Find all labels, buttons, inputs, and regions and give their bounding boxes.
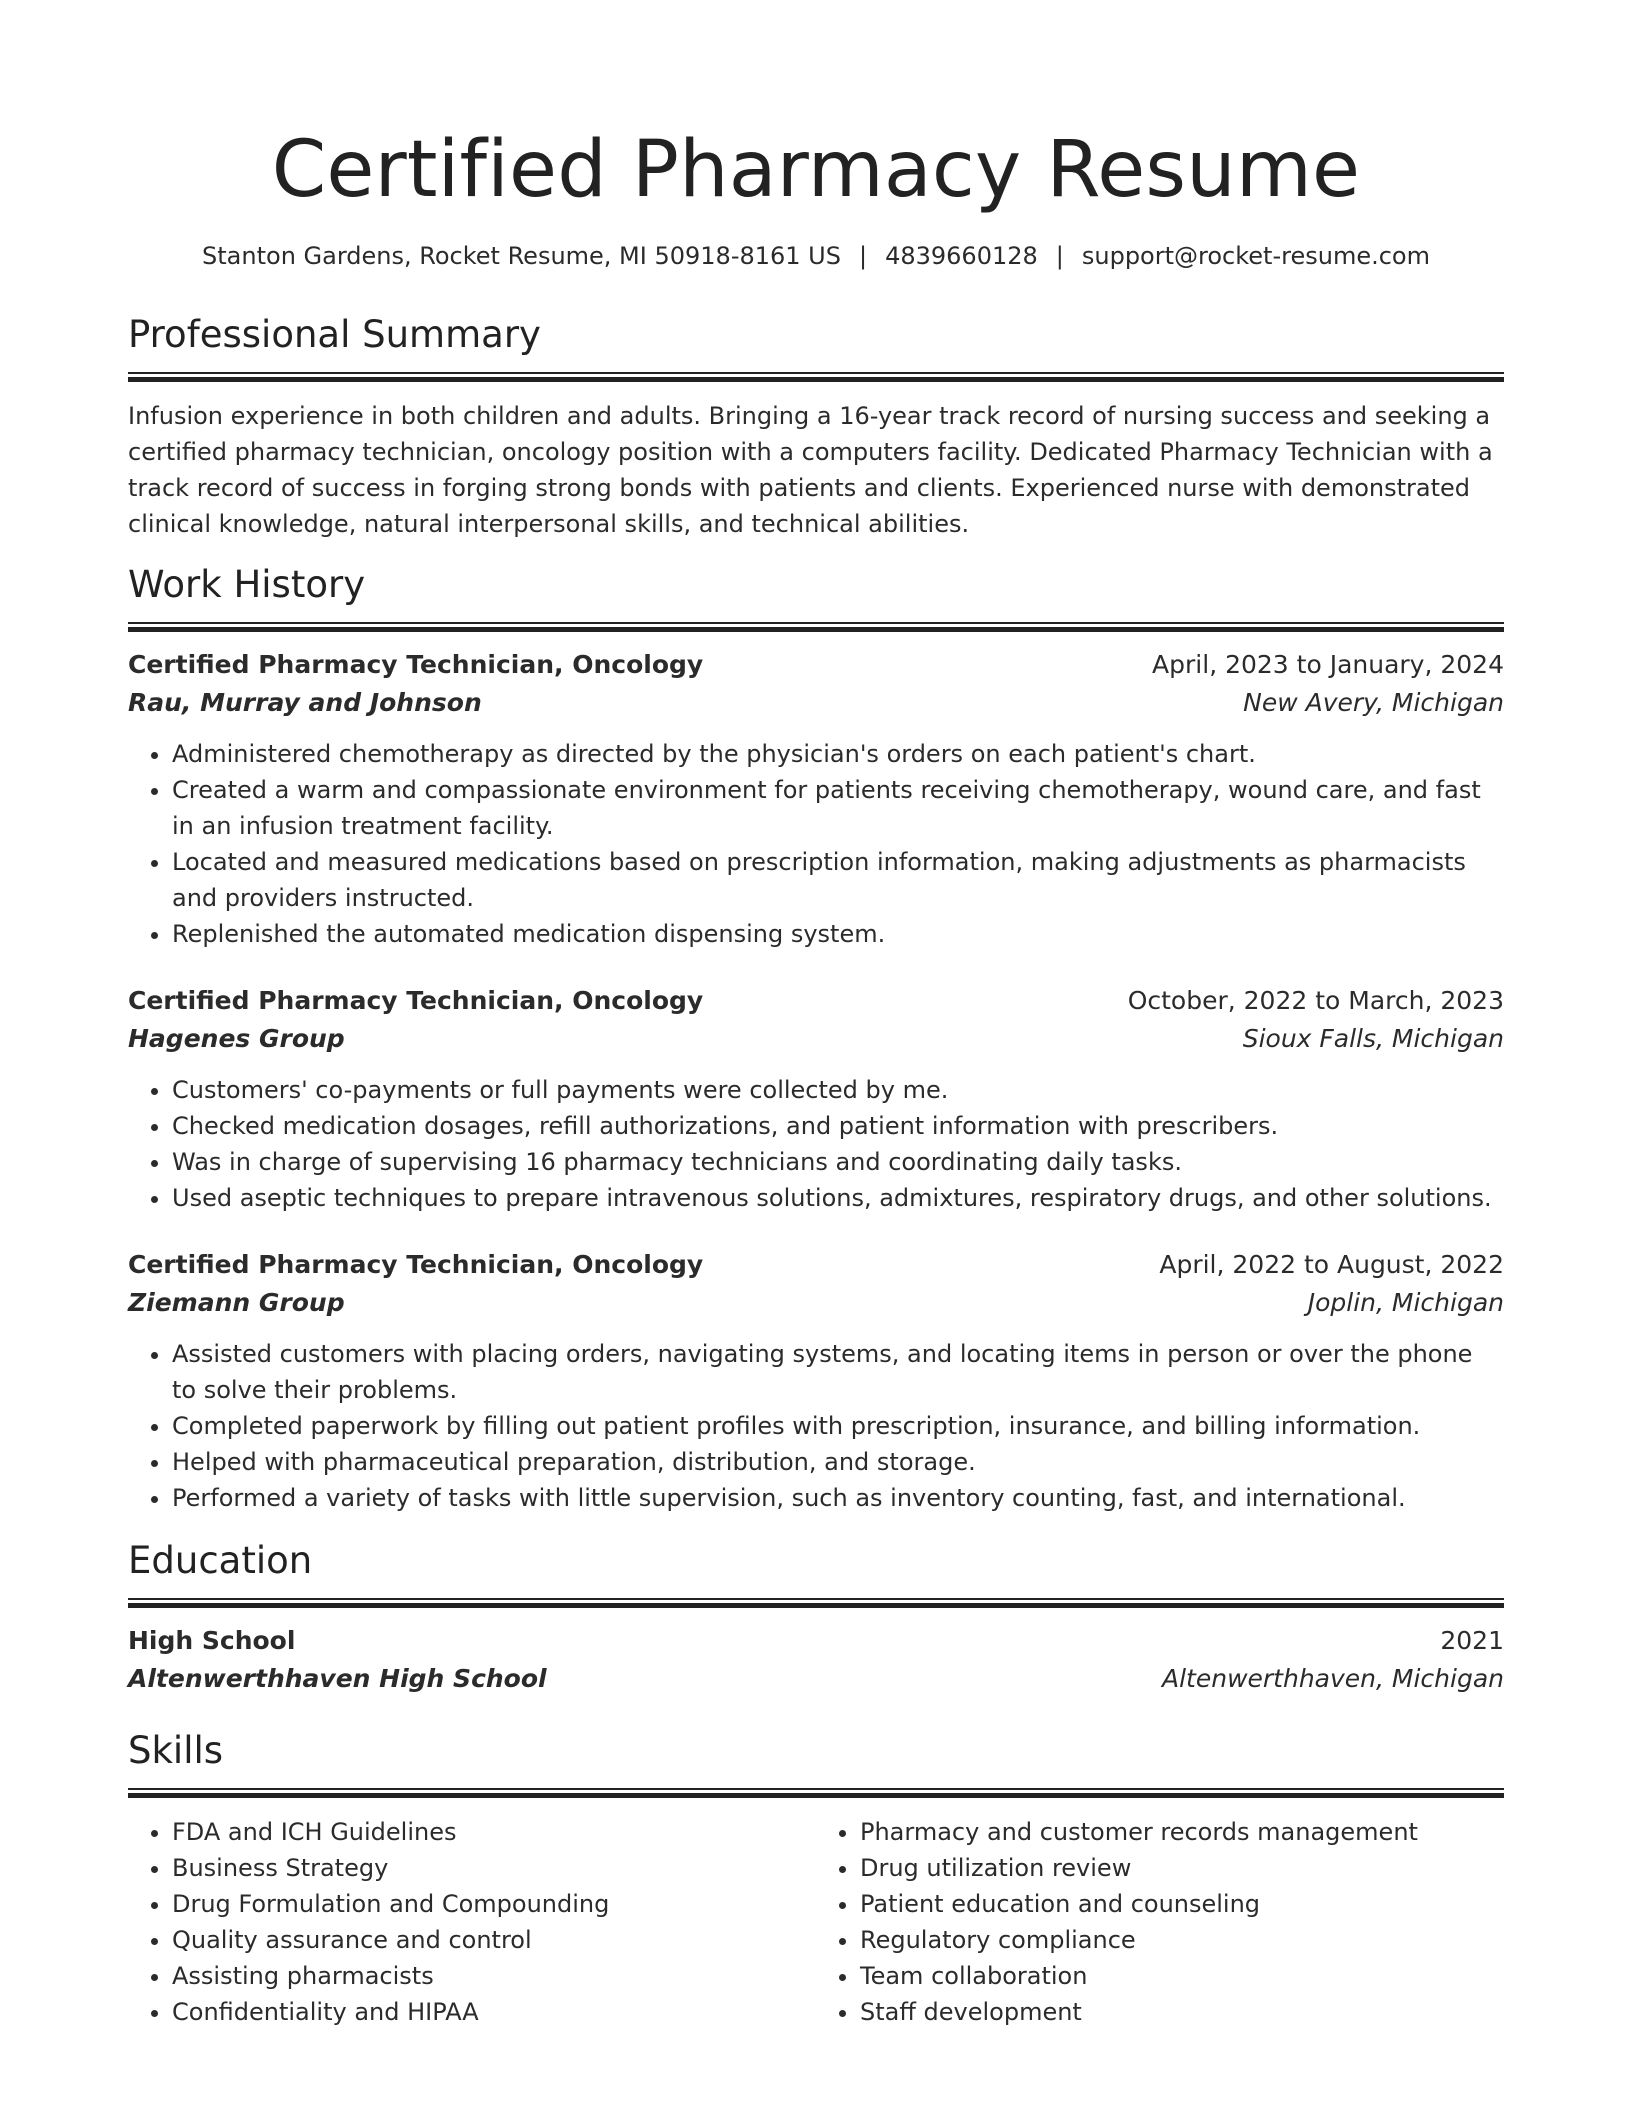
job-entry — [128, 1246, 1504, 1516]
job-dates: April, 2022 to August, 2022 — [1159, 1250, 1504, 1279]
section-heading-education: Education — [128, 1539, 313, 1582]
skills-grid — [128, 1814, 1504, 2030]
job-subheader-row — [128, 1020, 1504, 1058]
job-location: New Avery, Michigan — [1243, 688, 1504, 717]
job-entry — [128, 982, 1504, 1216]
job-company: Ziemann Group — [128, 1288, 345, 1317]
skills-list-right — [816, 1814, 1504, 2030]
skill-item: • Pharmacy and customer records management — [860, 1814, 1504, 1850]
job-header-row — [128, 982, 1504, 1020]
job-title: Certified Pharmacy Technician, Oncology — [128, 986, 704, 1015]
education-subheader-row — [128, 1660, 1504, 1698]
job-bullet: • Replenished the automated medication dispensing system. — [172, 916, 1504, 952]
job-bullet: • Located and measured medications based on prescription information, making adjustments as pharmacists and providers instructed. — [172, 844, 1504, 916]
section-heading-skills: Skills — [128, 1729, 224, 1772]
job-title: Certified Pharmacy Technician, Oncology — [128, 1250, 704, 1279]
contact-separator: | — [858, 242, 868, 270]
job-subheader-row — [128, 1284, 1504, 1322]
job-bullets — [128, 1336, 1504, 1516]
resume-title: Certified Pharmacy Resume — [271, 125, 1361, 215]
job-bullet: • Assisted customers with placing orders, navigating systems, and locating items in person or over the phone to solve their problems. — [172, 1336, 1504, 1408]
education-header-row — [128, 1622, 1504, 1660]
section-heading-work-history: Work History — [128, 563, 366, 606]
job-bullet: • Was in charge of supervising 16 pharmacy technicians and coordinating daily tasks. — [172, 1144, 1504, 1180]
job-bullets — [128, 1072, 1504, 1216]
job-bullet: • Used aseptic techniques to prepare intravenous solutions, admixtures, respiratory drugs, and other solutions. — [172, 1180, 1504, 1216]
skill-item: • Regulatory compliance — [860, 1922, 1504, 1958]
skills-column-right — [816, 1814, 1504, 2030]
education-degree: High School — [128, 1626, 296, 1655]
summary-section — [128, 312, 1504, 542]
job-bullet: • Customers' co-payments or full payments were collected by me. — [172, 1072, 1504, 1108]
job-dates: October, 2022 to March, 2023 — [1127, 986, 1504, 1015]
job-bullet: • Created a warm and compassionate environment for patients receiving chemotherapy, wound care, and fast in an infusion treatment facility. — [172, 772, 1504, 844]
section-divider — [128, 622, 1504, 632]
section-divider — [128, 1788, 1504, 1798]
contact-separator: | — [1055, 242, 1064, 270]
contact-phone: 4839660128 — [885, 242, 1038, 270]
job-bullets — [128, 736, 1504, 952]
job-bullet: • Administered chemotherapy as directed by the physician's orders on each patient's chart. — [172, 736, 1504, 772]
job-company: Hagenes Group — [128, 1024, 345, 1053]
section-heading-summary: Professional Summary — [128, 313, 541, 356]
skill-item: • Drug utilization review — [860, 1850, 1504, 1886]
skill-item: • Business Strategy — [172, 1850, 816, 1886]
job-subheader-row — [128, 684, 1504, 722]
contact-line — [128, 240, 1504, 272]
skills-list-left — [128, 1814, 816, 2030]
skills-section — [128, 1728, 1504, 2030]
education-school: Altenwerthhaven High School — [128, 1664, 547, 1693]
job-header-row — [128, 1246, 1504, 1284]
education-section — [128, 1538, 1504, 1698]
job-dates: April, 2023 to January, 2024 — [1152, 650, 1504, 679]
job-bullet: • Completed paperwork by filling out patient profiles with prescription, insurance, and billing information. — [172, 1408, 1504, 1444]
skill-item: • Staff development — [860, 1994, 1504, 2030]
contact-address: Stanton Gardens, Rocket Resume, MI 50918-8161 US — [202, 242, 841, 270]
skill-item: • Quality assurance and control — [172, 1922, 816, 1958]
job-location: Joplin, Michigan — [1307, 1288, 1504, 1317]
job-bullet: • Performed a variety of tasks with little supervision, such as inventory counting, fast, and international. — [172, 1480, 1504, 1516]
skill-item: • Confidentiality and HIPAA — [172, 1994, 816, 2030]
work-history-section — [128, 562, 1504, 1516]
job-bullet: • Helped with pharmaceutical preparation, distribution, and storage. — [172, 1444, 1504, 1480]
skill-item: • Team collaboration — [860, 1958, 1504, 1994]
skill-item: • Assisting pharmacists — [172, 1958, 816, 1994]
skill-item: • Drug Formulation and Compounding — [172, 1886, 816, 1922]
job-title: Certified Pharmacy Technician, Oncology — [128, 650, 704, 679]
education-year: 2021 — [1440, 1626, 1504, 1655]
skills-column-left — [128, 1814, 816, 2030]
skill-item: • FDA and ICH Guidelines — [172, 1814, 816, 1850]
skill-item: • Patient education and counseling — [860, 1886, 1504, 1922]
job-entry — [128, 646, 1504, 952]
section-divider — [128, 1598, 1504, 1608]
job-bullet: • Checked medication dosages, refill authorizations, and patient information with prescribers. — [172, 1108, 1504, 1144]
education-location: Altenwerthhaven, Michigan — [1162, 1664, 1504, 1693]
contact-email[interactable]: support@rocket-resume.com — [1081, 242, 1430, 270]
section-divider — [128, 372, 1504, 382]
job-header-row — [128, 646, 1504, 684]
job-location: Sioux Falls, Michigan — [1242, 1024, 1504, 1053]
summary-text: Infusion experience in both children and adults. Bringing a 16-year track record of nursing success and seeking a certified pharmacy technician, oncology position with a computers facility. Dedicated Pharmacy Technician with a track record of success in forging strong bonds with patients and clients. Experienced nurse with demonstrated clinical knowledge, natural interpersonal skills, and technical abilities. — [128, 402, 1493, 538]
job-company: Rau, Murray and Johnson — [128, 688, 482, 717]
education-entry — [128, 1622, 1504, 1698]
